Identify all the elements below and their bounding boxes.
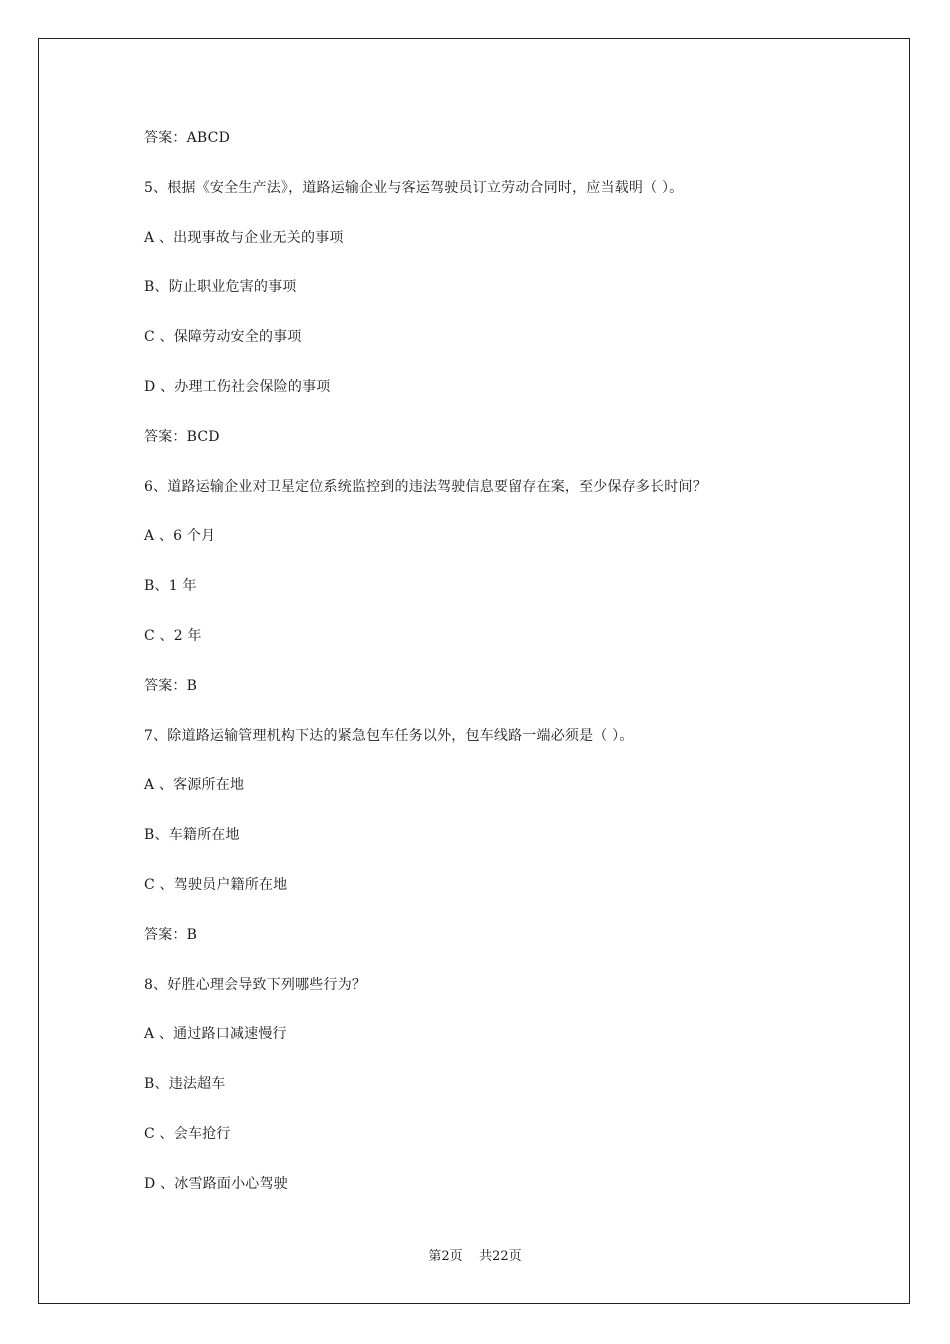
q7-option-b: B、车籍所在地 xyxy=(144,827,240,844)
answer-q6: 答案：B xyxy=(144,677,198,694)
q6-option-c: C 、2 年 xyxy=(144,627,202,644)
question-5: 5、根据《安全生产法》，道路运输企业与客运驾驶员订立劳动合同时，应当载明（ ）。 xyxy=(144,179,684,196)
q7-option-a: A 、客源所在地 xyxy=(144,777,245,794)
q5-option-d: D 、办理工伤社会保险的事项 xyxy=(144,378,331,395)
q6-option-a: A 、6 个月 xyxy=(144,528,216,545)
question-7: 7、除道路运输管理机构下达的紧急包车任务以外，包车线路一端必须是（ ）。 xyxy=(144,727,634,744)
document-body xyxy=(144,126,844,1222)
q7-option-c: C 、驾驶员户籍所在地 xyxy=(144,876,288,893)
q8-option-d: D 、冰雪路面小心驾驶 xyxy=(144,1175,288,1192)
q8-option-c: C 、会车抢行 xyxy=(144,1125,231,1142)
page-number-footer: 第2页 共22页 xyxy=(428,1249,522,1264)
q6-option-b: B、1 年 xyxy=(144,578,197,595)
q5-option-a: A 、出现事故与企业无关的事项 xyxy=(144,229,344,246)
q5-option-b: B、防止职业危害的事项 xyxy=(144,279,297,296)
answer-q4: 答案：ABCD xyxy=(144,130,230,146)
answer-q5: 答案：BCD xyxy=(144,428,220,445)
q8-option-a: A 、通过路口减速慢行 xyxy=(144,1026,287,1043)
question-8: 8、好胜心理会导致下列哪些行为？ xyxy=(144,976,367,993)
q8-option-b: B、违法超车 xyxy=(144,1076,226,1093)
answer-q7: 答案：B xyxy=(144,926,198,943)
q5-option-c: C 、保障劳动安全的事项 xyxy=(144,329,302,346)
question-6: 6、道路运输企业对卫星定位系统监控到的违法驾驶信息要留存在案，至少保存多长时间？ xyxy=(144,478,707,495)
